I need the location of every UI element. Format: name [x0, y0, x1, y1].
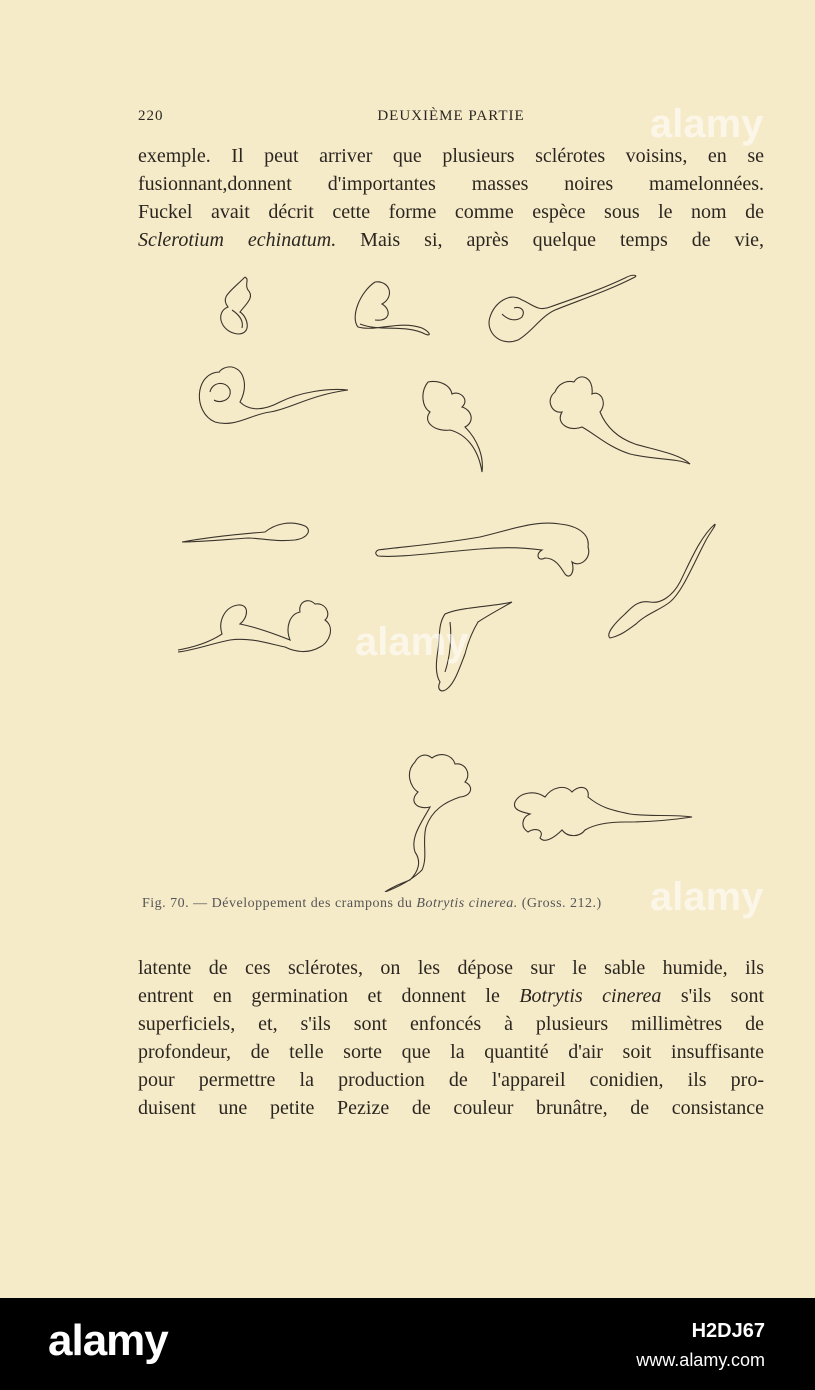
sketch-6 [550, 377, 690, 464]
text-line: pour permettre la production de l'appareil conidien, ils pro- [138, 1069, 764, 1091]
text-line: Fuckel avait décrit cette forme comme espèce sous le nom de [138, 201, 764, 223]
site-url: www.alamy.com [636, 1350, 765, 1370]
text-line: exemple. Il peut arriver que plusieurs sclérotes voisins, en se [138, 145, 764, 167]
italic-term: Sclerotium echinatum. [138, 229, 337, 251]
text-line: entrent en germination et donnent le Botrytis cinerea s'ils sont [138, 985, 765, 1007]
alamy-logo: alamy [48, 1316, 168, 1365]
text-line: fusionnant,donnent d'importantes masses noires mamelonnées. [138, 173, 764, 195]
text-line: Sclerotium echinatum. Mais si, après quelque temps de vie, [138, 229, 764, 251]
paragraph-top [138, 142, 764, 254]
page-number: 220 [138, 108, 164, 124]
text-line: superficiels, et, s'ils sont enfoncés à plusieurs millimètres de [138, 1013, 764, 1035]
text-line: latente de ces sclérotes, on les dépose sur le sable humide, ils [138, 957, 764, 979]
image-id: H2DJ67 [691, 1320, 765, 1342]
sketch-7 [182, 523, 308, 542]
watermark: alamy [355, 620, 469, 664]
caption-italic-term: Botrytis cinerea. [416, 896, 518, 911]
sketch-13 [514, 787, 692, 840]
running-title: DEUXIÈME PARTIE [377, 108, 525, 124]
watermark: alamy [650, 102, 764, 146]
text-line: profondeur, de telle sorte que la quantité d'air soit insuffisante [138, 1041, 764, 1063]
sketch-2 [355, 282, 429, 335]
italic-term: Botrytis cinerea [519, 985, 662, 1007]
watermark: alamy [650, 875, 764, 919]
figure-illustration [160, 262, 740, 892]
sketch-9 [609, 524, 715, 638]
paragraph-bottom [138, 954, 764, 1122]
sketch-12 [385, 755, 471, 892]
figure-caption: Fig. 70. — Développement des crampons du Botrytis cinerea. (Gross. 212.) [142, 896, 602, 911]
sketch-1 [221, 277, 251, 334]
sketch-3 [489, 275, 636, 342]
sketch-4 [199, 367, 348, 424]
sketch-8 [376, 523, 589, 576]
stock-footer [0, 1298, 815, 1390]
sketch-5 [423, 382, 482, 473]
text-line: duisent une petite Pezize de couleur brunâtre, de consistance [138, 1097, 764, 1119]
sketch-10 [178, 601, 330, 652]
